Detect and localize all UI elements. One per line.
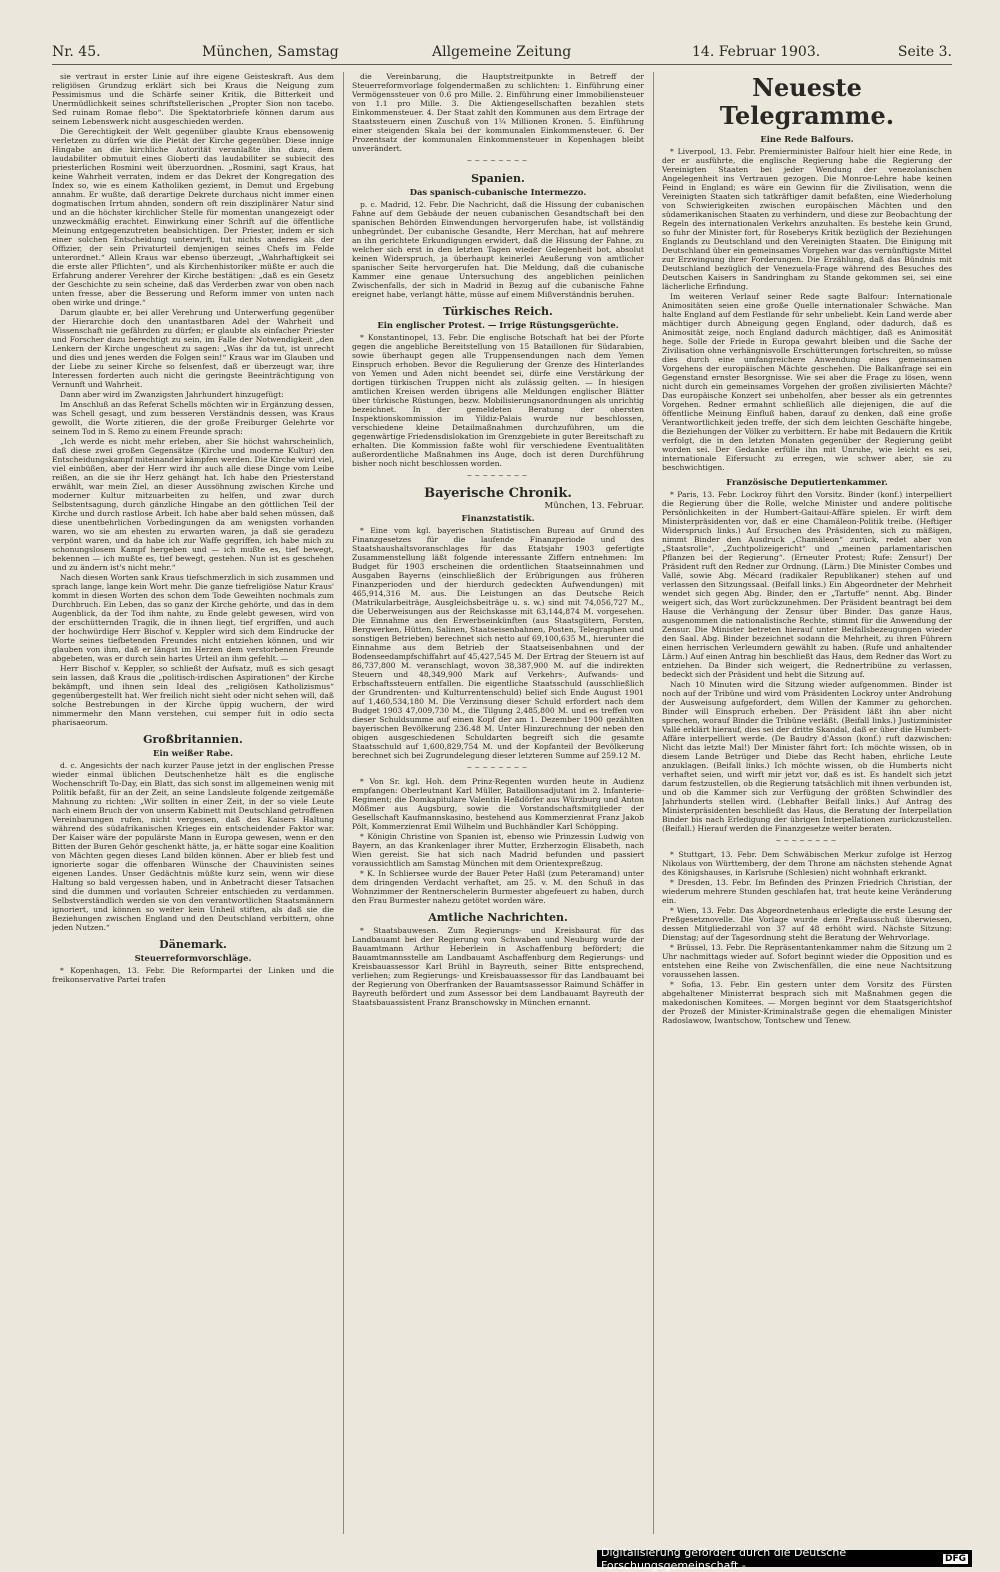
paragraph: d. c. Angesichts der nach kurzer Pause jetzt in der englischen Presse wieder einmal üblichen Deutschenhetze hält es die englische Wochenschrift To-Day, ein Blatt, das sich sonst im allgemeinen wenig mit Politik befaßt, für an der Zeit, an seine Landsleute folgende zeitgemäße Mahnung zu richten: „Wir sollten in einer Zeit, in der so viele Leute nach einem Bruch der von unserm Kabinett mit Deutschland getroffenen Vereinbarungen rufen, nicht vergessen, daß des Kaisers Haltung während des südafrikanischen Krieges ein entscheidender Faktor war. Der Kaiser wäre der populärste Mann in Europa gewesen, wenn er den Bitten der Buren Gehör geschenkt hätte, ja, er hätte sogar eine Koalition von Mächten gegen dieses Land bilden können. Aber er blieb fest und ignorierte sogar die offenbaren Wünsche der Chauvinisten seines eigenen Landes. Unser Gedächtnis müßte kurz sein, wenn wir diese Haltung so bald vergessen haben, und in Anbetracht dieser Tatsachen sind die dummen und vorlauten Schreier entschieden zu verdammen. Selbstverständlich werden sie von den verantwortlichen Staatsmännern ignoriert, und können so weiter kein Unheil stiften, als daß sie die Beziehungen zwischen England und den Deutschland verbittern, ohne jeden Nutzen.“ bbox=[52, 761, 334, 932]
section-title-telegrams: Neueste Telegramme. bbox=[719, 73, 895, 130]
issue-date: 14. Februar 1903. bbox=[692, 44, 821, 60]
paragraph: * Brüssel, 13. Febr. Die Repräsentantenkammer nahm die Sitzung um 2 Uhr nachmittags wieder auf. Sofort beginnt wieder die Opposition und es entstehen eine Reihe von Zwischenfällen, die eine neue Nachtsitzung voraussehen lassen. bbox=[662, 943, 952, 979]
paragraph: * Wien, 13. Febr. Das Abgeordnetenhaus erledigte die erste Lesung der Preßgesetznovelle. Die Vorlage wurde dem Preßausschuß überwiesen, dessen Mitgliederzahl von 37 auf 48 erhöht wird. Nächste Sitzung: Dienstag; auf der Tagesordnung steht die Beratung der Wehrvorlage. bbox=[662, 906, 952, 942]
column-1 bbox=[52, 72, 334, 1534]
paragraph: „Ich werde es nicht mehr erleben, aber Sie höchst wahrscheinlich, daß diese zwei großen Gegensätze (Kirche und moderne Kultur) den Entscheidungskampf miteinander kämpfen werden. Die Kirche wird viel, viel einbüßen, aber der Herr wird ihr auch alle diese Dinge vom Leibe reißen, an die sie ihr Herz gehängt hat. Ich habe den Priesterstand erwählt, war mein Ziel, an dieser Aussöhnung zwischen Kirche und moderner Kultur mitzuarbeiten zu helfen, und zwar durch Selbstentsagung, durch gänzliche Hingabe an den göttlichen Teil der Kirche und durch rastlose Arbeit. Ich habe aber bald sehen müssen, daß diese unentbehrlichen Vorbedingungen da am wenigsten vorhanden waren, wo sie am ehesten zu erwarten waren, ja daß sie geradezu verpönt waren, und da habe ich zur Waffe gegriffen, ich habe mich zu schonungslosem Kampf hergeben und — ich mußte es, tief bewegt, bekennen — ich mußte es, tief bewegt, gestehen. Nun ist es geschehen und zu ändern ist's nicht mehr.“ bbox=[52, 437, 334, 572]
subtitle-dk: Steuerreformvorschläge. bbox=[134, 953, 252, 963]
subtitle-tr: Ein englischer Protest. — Irrige Rüstungsgerüchte. bbox=[377, 320, 619, 330]
separator: ~~~~~~~~ bbox=[466, 157, 530, 165]
paragraph: Nach diesen Worten sank Kraus tiefschmerzlich in sich zusammen und sprach lange, lange kein Wort mehr. Die ganze tiefreligiöse Natur Kraus' kommt in diesen Worten des schon dem Tode Geweihten nochmals zum Durchbruch. Ein Leben, das so ganz der Kirche gehörte, und das in dem Augenblick, da der Tod ihm nahte, zu Ende gelebt gewesen, wird von der erschütternden Tragik, die in ihnen liegt, tief ergriffen, und auch der hochwürdige Herr Bischof v. Keppler wird sich dem Eindrucke der Worte seines tiefbetenden Freundes nicht entziehen können, und wir glauben von ihm, daß er längst im Herzen dem verstorbenen Freunde abgebeten, was er durch sein hartes Urteil an ihm gefehlt. — bbox=[52, 573, 334, 663]
paragraph: Im weiteren Verlauf seiner Rede sagte Balfour: Internationale Animositäten seien eine große Quelle internationaler Schwäche. Man halte England auf dem Festlande für sehr unbeliebt. Kein Land werde aber mächtiger durch Abneigung gegen England, oder dadurch, daß es Animosität zeige, noch England dadurch mächtiger, daß es Animosität hege. Solle der Friede in Europa gewahrt bleiben und die Sache der Zivilisation ohne verhängnisvolle Erschütterungen fortschreiten, so müsse dies durch eine umfangreichere Anwendung eines gemeinsamen Vorgehens der europäischen Mächte geschehen. Die Balkanfrage sei ein Gegenstand ernster Besorgnisse. Wie sei aber die Frage zu lösen, wenn nicht durch ein gemeinsames Vorgehen der großen zivilisierten Mächte? Das europäische Konzert sei unbeholfen, aber besser als ein getrenntes Vorgehen. Redner ermahnt schließlich alle diejenigen, die auf die öffentliche Meinung Einfluß haben, darauf zu denken, daß eine große Verantwortlichkeit jeden treffe, der sich dem leichten Geschäfte hingebe, die Beziehungen der Völker zu verbittern. Er habe mit Bedauern die Kritik verfolgt, die in den letzten Monaten gegenüber der Regierung geübt worden sei. Der Gedanke erfülle ihn mit Unruhe, wie leicht es sei, internationale Eifersucht zu erregen, wie schwer aber, sie zu beschwichtigen. bbox=[662, 292, 952, 472]
paragraph: * Königin Christine von Spanien ist, ebenso wie Prinzessin Ludwig von Bayern, an das Krankenlager ihrer Mutter, Erzherzogin Elisabeth, nach Wien gereist. Sie hat sich nach Madrid befunden und passiert voraussichtlich am Samstag München mit dem Orientexpreßzug. bbox=[352, 832, 644, 868]
paragraph: sie vertraut in erster Linie auf ihre eigene Geisteskraft. Aus dem religiösen Grundzug erklärt sich bei Kraus die Neigung zum Pessimismus und die Schärfe seiner Kritik, die Bitterkeit und Unermüdlichkeit seines schriftstellerischen „Propter Sion non tacebo. Sed ruinam Romae flebo“. Die Spektatorbriefe können darum aus seinem Lebenswerk nicht ausgeschieden werden. bbox=[52, 72, 334, 126]
section-title-gb: Großbritannien. bbox=[143, 733, 243, 746]
separator: ~~~~~~~~ bbox=[466, 472, 530, 480]
section-title-tr: Türkisches Reich. bbox=[443, 305, 553, 318]
subtitle-balfour: Eine Rede Balfours. bbox=[760, 134, 854, 144]
paragraph: Im Anschluß an das Referat Schells möchten wir in Ergänzung dessen, was Schell gesagt, und zum besseren Verständnis dessen, was Kraus gewollt, die Worte zitieren, die der große Freiburger Gelehrte vor seinem Tod in S. Remo zu einem Freunde sprach: bbox=[52, 400, 334, 436]
section-title-dk: Dänemark. bbox=[159, 938, 227, 951]
paragraph: * Kopenhagen, 13. Febr. Die Reformpartei der Linken und die freikonservative Partei trafen bbox=[52, 966, 334, 984]
paragraph: * Liverpool, 13. Febr. Premierminister Balfour hielt hier eine Rede, in der er ausführte, die englische Regierung habe die Regierung der Vereinigten Staaten bei jeder Wendung der venezolanischen Angelegenheit ins Vertrauen gezogen. Die Monroe-Lehre habe keinen Feind in England; es wäre ein Gewinn für die Zivilisation, wenn die Vereinigten Staaten sich tatkräftiger damit befaßten, eine Wiederholung von Schwierigkeiten zwischen europäischen Mächten und den südamerikanischen Staaten zu verhindern, und diese zur Beobachtung der Regeln des internationalen Verkehrs anzuhalten. Es bestehe kein Grund, so fuhr der Minister fort, für Roseberys Kritik bezüglich der Beziehungen Englands zu Deutschland und den Vereinigten Staaten. Die Einigung mit Deutschland über ein gemeinsames Vorgehen war das vernünftigste Mittel zur Erzwingung ihrer Forderungen. Die Erzählung, daß das Bündnis mit Deutschland bezüglich der Venezuela-Frage während des Besuches des Deutschen Kaisers in Sandringham zu Stande gekommen sei, sei eine lächerliche Erfindung. bbox=[662, 147, 952, 291]
column-2 bbox=[352, 72, 644, 1534]
column-rule bbox=[343, 72, 344, 1534]
paragraph: * Staatsbauwesen. Zum Regierungs- und Kreisbaurat für das Landbauamt bei der Regierung von Schwaben und Neuburg wurde der Bauamtmann Arthur Heberlein in Aschaffenburg befördert; die Bauamtmannsstelle am Landbauamt Aschaffenburg dem Regierungs- und Kreisbauassessor Karl Brühl in Bayreuth, seiner Bitte entsprechend, verliehen; zum Regierungs- und Kreisbauassessor für das Landbauamt bei der Regierung von Oberfranken der Bauamtsassessor Raimund Schäffer in Bayreuth befördert und zum Assessor bei dem Landbauamt Bayreuth der Staatsbauassistent Franz Branschowsky in München ernannt. bbox=[352, 926, 644, 1007]
newspaper-title: Allgemeine Zeitung bbox=[432, 44, 572, 60]
column-3 bbox=[662, 72, 952, 1534]
paragraph: * Stuttgart, 13. Febr. Dem Schwäbischen Merkur zufolge ist Herzog Nikolaus von Württemberg, der dem Throne am nächsten stehende Agnat des Königshauses, in Karlsruhe (Schlesien) nicht wohnhaft erkrankt. bbox=[662, 850, 952, 877]
paragraph: Nach 10 Minuten wird die Sitzung wieder aufgenommen. Binder ist noch auf der Tribüne und wird vom Präsidenten Lockroy unter Androhung der Ausweisung aufgefordert, dem Willen der Kammer zu gehorchen. Binder will Einspruch erheben. Der Präsident läßt ihn aber nicht sprechen, worauf Binder die Tribüne verläßt. (Beifall links.) Justizminister Vallé erklärt hierauf, dies sei der dritte Skandal, daß er über die Humbert-Affäre interpelliert werde. (De Baudry d'Asson (konf.) ruft dazwischen: Nicht das letzte Mal!) Der Minister fährt fort: Ich möchte wissen, ob in diesem Lande Betrüger und Diebe das Recht haben, ehrliche Leute anzuklagen. (Beifall links.) Ich möchte wissen, ob die Humberts nicht verhaftet seien, und wirft mir jetzt vor, daß es ist. Es handelt sich jetzt darum festzustellen, ob die Regierung tatsächlich mit ihnen verbunden ist, und ob die Kammer sich zur Verfügung der größten Schwindler des Jahrhunderts stellen wird. (Lebhafter Beifall links.) Auf Antrag des Ministerpräsidenten beschließt das Haus, die Beratung der Interpellation Binder bis nach Erledigung der übrigen Interpellationen zurückzustellen. (Beifall.) Hierauf werden die Finanzgesetze weiter beraten. bbox=[662, 680, 952, 833]
paragraph: p. c. Madrid, 12. Febr. Die Nachricht, daß die Hissung der cubanischen Fahne auf dem Gebäude der neuen cubanischen Gesandtschaft bei den spanischen Behörden Einwendungen hervorgerufen habe, ist vollständig unbegründet. Der cubanische Gesandte, Herr Merchan, hat auf mehrere an ihn gerichtete Erkundigungen erwidert, daß die Hissung der Fahne, zu welcher sich erst in den letzten Tagen wieder Gelegenheit bot, absolut keinen Widerspruch, ja überhaupt keinerlei Aeußerung von amtlicher spanischer Seite hervorgerufen hat. Die Meldung, daß die cubanische Kammer eine genaue Untersuchung des angeblichen peinlichen Zwischenfalls, der sich in Madrid in Bezug auf die cubanische Fahne ereignet habe, verlangt hätte, müsse auf einem Mißverständnis beruhen. bbox=[352, 200, 644, 299]
paragraph: * K. In Schliersee wurde der Bauer Peter Haßl (zum Peteramand) unter dem dringenden Verdacht verhaftet, am 25. v. M. den Schuß in das Wohnzimmer der Rentnerschelerin Burmester abgefeuert zu haben, durch den Frau Burmester nahezu getötet worden wäre. bbox=[352, 869, 644, 905]
subtitle-es: Das spanisch-cubanische Intermezzo. bbox=[409, 187, 587, 197]
paragraph: Die Gerechtigkeit der Welt gegenüber glaubte Kraus ebensowenig verletzen zu dürfen wie die Pietät der Kirche gegenüber. Diese innige Hingabe an die kirchliche Autorität veranlaßte ihn dazu, dem laudabiliter obmutuit eines Gioberti das laudabiliter se subiecit des priesterlichen Rosmini weit überzuordnen. „Rosmini, sagt Kraus, hat keine Wahrheit verraten, indem er das Dekret der Kongregation des Index so, wie es einem Katholiken geziemt, in Demut und Ergebung annahm. Er wußte, daß derartige Dekrete durchaus nicht immer einen dogmatischen Irrtum ahnden, sondern oft rein disziplinärer Natur sind und an die höchster kirchlicher Stelle für momentan unangezeigt oder unzweckmäßig erachtet. Einwirkung einer Schrift auf die öffentliche Meinung entgegenzutreten beabsichtigen. Der Priester, indem er sich einer solchen Entscheidung unterwirft, tut nichts anderes als der Offizier, der sein Privaturteil demjenigen seines Chefs im Felde unterordnet.“ Allein Kraus war ebenso überzeugt, „Wahrhaftigkeit sei die erste aller Pflichten“, und als Kirchenhistoriker müßte er auch die Erfahrung anderer Verehrer der Kirche bestätigen: „daß es ein Gesetz der Geschichte zu sein scheine, daß das Verderben zwar von oben nach unten fresse, aber die Besserung und Reform immer von unten nach oben wirke und dringe.“ bbox=[52, 127, 334, 307]
paragraph: * Von Sr. kgl. Hoh. dem Prinz-Regenten wurden heute in Audienz empfangen: Oberleutnant Karl Müller, Bataillonsadjutant im 2. Infanterie-Regiment; die Domkapitulare Valentin Heßdörfer aus Würzburg und Anton Mößmer aus Augsburg, sowie die Vorstandschaftsmitglieder der Gesellschaft Kaufmannskasino, bestehend aus Kommerzienrat Franz Jakob Pölt, Kommerzienrat Emil Wilhelm und Buchhändler Karl Schöpping. bbox=[352, 777, 644, 831]
page-header bbox=[52, 40, 952, 65]
paragraph: * Paris, 13. Febr. Lockroy führt den Vorsitz. Binder (konf.) interpelliert die Regierung über die Rolle, welche Minister und andere politische Persönlichkeiten in der Humbert-Gaitaui-Affäre spielen. Er wirft dem Ministerpräsidenten vor, daß er eine Chamäleon-Politik treibe. (Heftiger Widerspruch links.) Auf Ersuchen des Präsidenten, sich zu mäßigen, nimmt Binder den Ausdruck „Chamäleon“ zurück, redet aber von „Staatsrolle“, „Zuchtpolizeigericht“ und „meinen parlamentarischen Pflanzen bei der Regierung“. (Erneuter Protest; Rufe: Zensur!) Der Präsident ruft den Redner zur Ordnung. (Lärm.) Die Minister Combes und Vallé, sowie Abg. Mécard (radikaler Republikaner) stehen auf und verlassen den Sitzungssaal. (Beifall links.) Ein Abgeordneter der Mehrheit wendet sich gegen Abg. Binder, den er „Tartuffe“ nennt. Abg. Binder weigert sich, das Wort zurückzunehmen. Der Präsident beantragt bei dem Hause die Verhängung der Zensur über Binder. Das ganze Haus, ausgenommen die nationalistische Rechte, stimmt für die Anwendung der Zensur. Die Minister betreten hierauf unter Beifallsbezeugungen wieder den Saal. Abg. Binder bezeichnet sodann die Mehrheit, zu ihren Führern einen herrischen Verleumdern gewählt zu haben. (Rufe und anhaltender Lärm.) Auf einen Antrag hin beschließt das Haus, dem Redner das Wort zu entziehen. Da Binder sich weigert, die Rednertribüne zu verlassen, bedeckt sich der Präsident und hebt die Sitzung auf. bbox=[662, 490, 952, 679]
dfg-logo: DFG bbox=[944, 1553, 966, 1564]
section-title-by: Bayerische Chronik. bbox=[424, 486, 572, 501]
paragraph: Darum glaubte er, bei aller Verehrung und Unterwerfung gegenüber der Hierarchie doch den unantastbaren Adel der Wahrheit und Wissenschaft nie gefährden zu dürfen; er glaubte als einfacher Priester und Forscher dazu berechtigt zu sein, im Falle der Notwendigkeit „den Lenkern der Kirche ungescheut zu sagen: „Was ihr da tut, ist unrecht und dies und jenes werden die Folgen sein!“ Kraus war im Glauben und der Liebe zu seiner Kirche so felsenfest, daß er überzeugt war, ihre Interessen forderten auch nicht die geringste Beeinträchtigung von Vernunft und Wahrheit. bbox=[52, 308, 334, 389]
subtitle-gb: Ein weißer Rabe. bbox=[153, 748, 233, 758]
digitization-footer bbox=[597, 1545, 972, 1572]
paragraph: Dann aber wird im Zwanzigsten Jahrhundert hinzugefügt: bbox=[60, 390, 284, 399]
issue-number: Nr. 45. bbox=[52, 44, 101, 60]
page-number: Seite 3. bbox=[897, 44, 952, 60]
paragraph: Herr Bischof v. Keppler, so schließt der Aufsatz, muß es sich gesagt sein lassen, daß Kraus die „politisch-irdischen Aspirationen“ der Kirche bekämpft, und ihnen sein Ideal des „religiösen Katholizismus“ gegenübergestellt hat. Wer freilich nicht sieht oder nicht sehen will, daß solche Bestrebungen in der Kirche üppig wuchern, der wird nimmermehr den Mann verstehen, cui semper fuit in odio secta pharisaeorum. bbox=[52, 664, 334, 727]
subtitle-by: Finanzstatistik. bbox=[461, 513, 535, 523]
section-title-es: Spanien. bbox=[471, 172, 525, 185]
separator: ~~~~~~~~ bbox=[466, 764, 530, 772]
paragraph: * Konstantinopel, 13. Febr. Die englische Botschaft hat bei der Pforte gegen die angebliche Bereitstellung von 15 Bataillonen für Südarabien, sowie überhaupt gegen alle Truppensendungen nach dem Yemen Einspruch erhoben. Bevor die Regulierung der Grenze des Hinterlandes von Yemen und Aden nicht beendet sei, dürfe eine Verstärkung der dortigen türkischen Truppen nicht als zulässig gelten. — In hiesigen amtlichen Kreisen werden übrigens alle Meldungen englischer Blätter über türkische Rüstungen, bezw. Mobilisierungsanordnungen als unrichtig bezeichnet. In der gemeldeten Beratung der obersten Inspektionskommission im Yildiz-Palais wurde nur beschlossen, verschiedene kleine Detailmaßnahmen durchzuführen, um die gegenwärtige Friedensdislokation im Grenzgebiete in guter Bereitschaft zu erhalten. Die Kommission faßte wohl für verschiedene Eventualitäten außerordentliche Maßnahmen ins Auge, doch ist deren Durchführung bisher noch nicht beschlossen worden. bbox=[352, 333, 644, 468]
paragraph: die Vereinbarung, die Hauptstreitpunkte in Betreff der Steuerreformvorlage folgendermaßen zu schlichten: 1. Einführung einer Vermögenssteuer von 0.6 pro Mille. 2. Einführung einer Immobiliensteuer von 1.1 pro Mille. 3. Die Aktiengesellschaften bezahlen stets Einkommensteuer. 4. Der Staat zahlt den Kommunen aus dem Ertrage der Staatssteuern einen Zuschuß von 1¼ Millionen Kronen. 5. Einführung einer steigenden Skala bei der kommunalen Einkommensteuer. 6. Der Prozentsatz der kommunalen Einkommensteuer in Kopenhagen bleibt unverändert. bbox=[352, 72, 644, 153]
section-title-am: Amtliche Nachrichten. bbox=[428, 911, 568, 924]
separator: ~~~~~~~~ bbox=[775, 837, 839, 845]
paragraph: * Sofia, 13. Febr. Ein gestern unter dem Vorsitz des Fürsten abgehaltener Ministerrat besprach sich mit Maßnahmen gegen die makedonischen Komitees. — Morgen beginnt vor dem Staatsgerichtshof der Prozeß der Minister-Kriminalstraße gegen die ehemaligen Minister Radoslawow, Iwantschow, Tontschew und Tenew. bbox=[662, 980, 952, 1025]
footer-text: Digitalisierung gefördert durch die Deutsche Forschungsgemeinschaft - bbox=[601, 1545, 847, 1572]
column-rule bbox=[653, 72, 654, 1534]
paragraph: * Dresden, 13. Febr. Im Befinden des Prinzen Friedrich Christian, der wiederum mehrere Stunden geschlafen hat, trat heute keine Veränderung ein. bbox=[662, 878, 952, 905]
dateline-by: München, 13. Februar. bbox=[544, 501, 644, 511]
section-title-fr: Französische Deputiertenkammer. bbox=[726, 477, 888, 487]
paragraph: * Eine vom kgl. bayerischen Statistischen Bureau auf Grund des Finanzgesetzes für die laufende Finanzperiode und des Staatshaushaltsvoranschlages für das Etatsjahr 1903 gefertigte Zusammenstellung läßt folgende interessante Ziffern entnehmen: Im Budget für 1903 erscheinen die ordentlichen Staatseinnahmen und Ausgaben Bayerns (einschließlich der Erübrigungen aus früheren Finanzperioden und der hierdurch gedeckten Aufwendungen) mit 465,914,316 M. aus. Die Leistungen an das Deutsche Reich (Matrikularbeiträge, Ausgleichsbeiträge u. s. w.) sind mit 74,056,727 M., die Ueberweisungen aus der Reichskasse mit 63,144,874 M. vorgesehen. Die Einnahme aus den Erwerbseinkünften (aus Staatsgütern, Forsten, Bergwerken, Hütten, Salinen, Staatseisenbahnen, Posten, Telegraphen und sonstigen Betrieben) berechnet sich netto auf 69,100,635 M., hierunter die Einnahme aus dem Betrieb der Staatseisenbahnen und der Bodenseedampfschiffahrt auf 45,427,545 M. Der Ertrag der Steuern ist auf 86,737,800 M. veranschlagt, wovon 38,387,900 M. auf die indirekten Steuern und 48,349,900 Mark auf Verkehrs-, Aufwands- und Erbschaftssteuern entfallen. Die eigentliche Staatsschuld (ausschließlich der Grundrenten- und Kulturrentenschuld) belief sich Ende August 1901 auf 1,460,534,180 M. Die Verzinsung dieser Schuld erfordert nach dem Budget 1903 47,009,730 M., die Tilgung 2,485,800 M. und es treffen von dieser Schuldsumme auf einen Kopf der am 1. Dezember 1900 gezählten bayerischen Bevölkerung 236.48 M. Unter Hinzurechnung der neben den obigen ausgeschiedenen Schuldarten begreift sich die gesamte Staatsschuld auf 1,600,829,754 M. und der Kopfanteil der Bevölkerung berechnet sich bei Zugrundelegung dieser letzteren Summe auf 259.12 M. bbox=[352, 526, 644, 760]
place-day: München, Samstag bbox=[202, 44, 339, 60]
